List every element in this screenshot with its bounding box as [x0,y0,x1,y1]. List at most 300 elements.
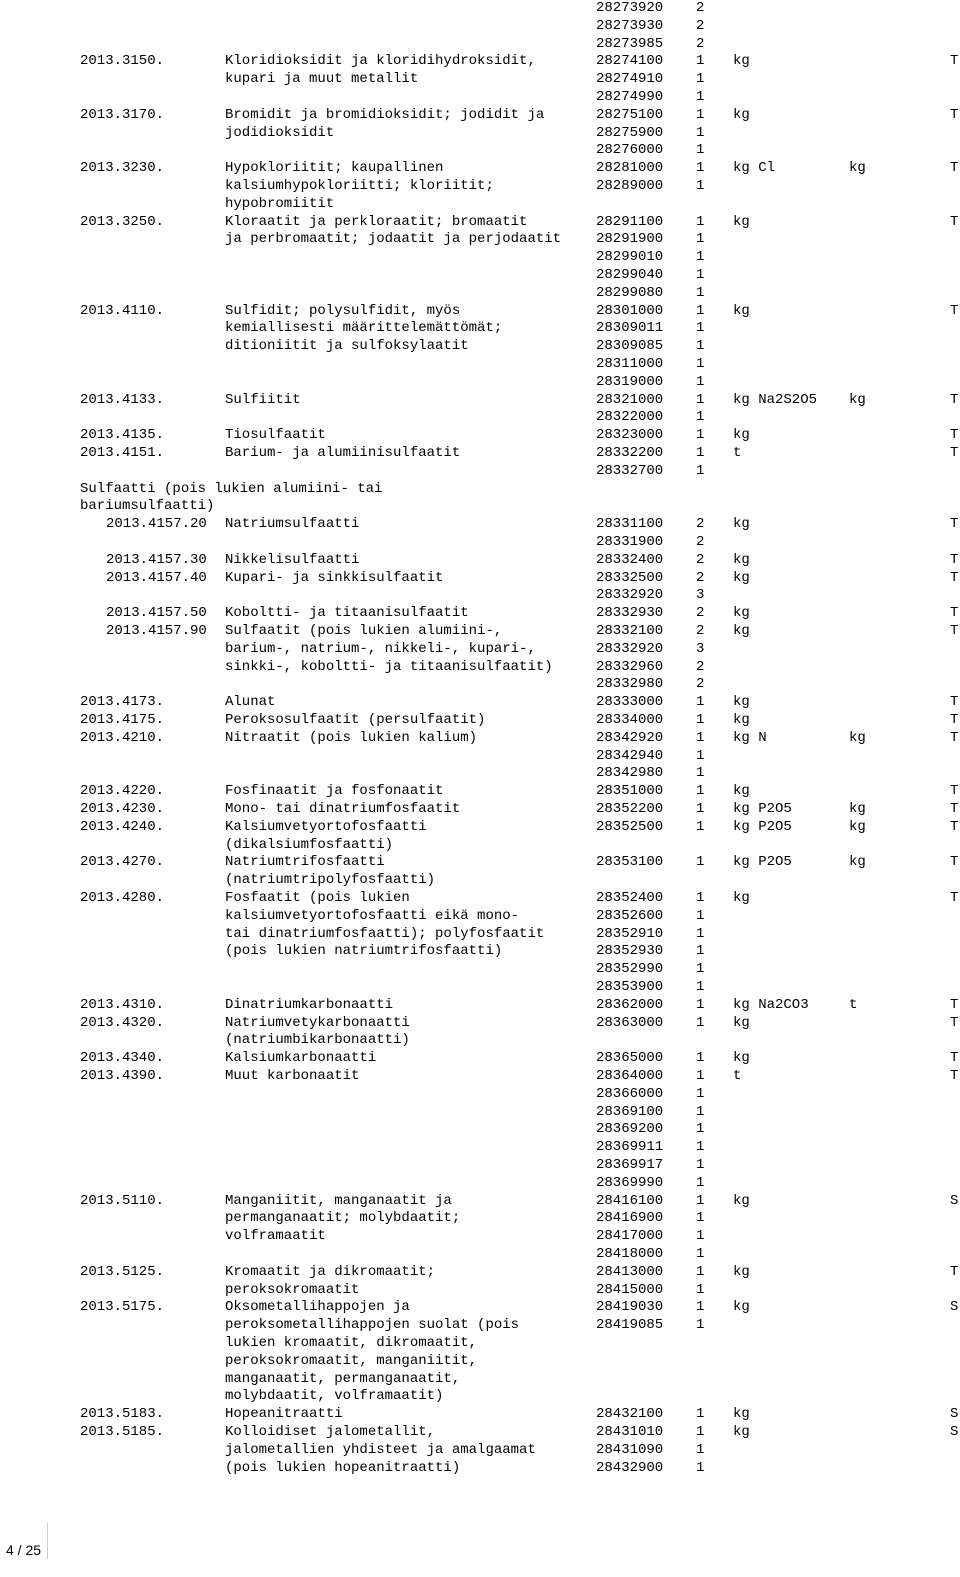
table-row [0,1086,960,1104]
unit-primary: kg [733,106,750,123]
table-row [0,125,960,143]
product-code: 2013.4151. [80,445,165,461]
unit-primary: kg [733,1263,750,1280]
unit-primary: kg [733,213,750,230]
table-row [0,1175,960,1193]
unit-primary: kg [733,551,750,568]
cn-code: 28275100 [596,106,664,123]
cn-indicator: 1 [696,320,705,337]
table-row [0,1050,960,1068]
cn-code: 28276000 [596,142,664,159]
table-row [0,1246,960,1264]
cn-code: 28332930 [596,605,664,622]
table-row [0,196,960,214]
cn-code: 28309011 [596,320,664,337]
table-row [0,0,960,18]
cn-indicator: 1 [696,1068,705,1084]
cn-code: 28323000 [596,427,664,444]
product-code: 2013.4230. [80,801,165,817]
type-flag: T [950,1014,959,1031]
table-row [0,552,960,570]
unit-primary: kg [733,427,750,444]
cn-indicator: 1 [696,1281,705,1298]
product-description: Nikkelisulfaatti [225,551,360,568]
table-row [0,1388,960,1406]
cn-code: 28331900 [596,534,664,550]
table-row [0,1121,960,1139]
product-description: Kromaatit ja dikromaatit; [225,1263,436,1280]
table-row [0,1264,960,1282]
type-flag: T [950,427,959,444]
product-code: 2013.4210. [80,729,165,746]
table-row [0,1371,960,1389]
product-description: Hopeanitraatti [225,1406,343,1423]
cn-indicator: 1 [696,1263,705,1280]
product-code: 2013.5125. [80,1263,165,1280]
product-code: 2013.4390. [80,1068,165,1084]
page-number-label: 4 / 25 [5,1542,42,1558]
unit-primary: kg Na2CO3 [733,996,809,1013]
cn-code: 28419085 [596,1317,664,1334]
product-description: Kloraatit ja perkloraatit; bromaatit [225,213,528,230]
cn-code: 28352600 [596,907,664,924]
product-description: Natriumvetykarbonaatti [225,1014,410,1031]
table-row [0,570,960,588]
cn-code: 28274100 [596,53,664,70]
table-row [0,854,960,872]
type-flag: T [950,801,959,817]
product-description: sinkki-, koboltti- ja titaanisulfaatit) [225,658,553,675]
table-row [0,160,960,178]
cn-code: 28342980 [596,765,664,782]
table-row [0,1335,960,1353]
type-flag: T [950,623,959,639]
product-code: 2013.4340. [80,1050,165,1067]
product-description: Dinatriumkarbonaatti [225,996,394,1013]
unit-primary: t [733,1068,742,1084]
type-flag: T [950,516,959,533]
product-description: jalometallien yhdisteet ja amalgaamat [225,1441,536,1458]
cn-code: 28299040 [596,267,664,283]
product-description: kupari ja muut metallit [225,71,419,88]
unit-primary: kg [733,783,750,800]
product-description: Tiosulfaatit [225,427,326,444]
product-description: Nitraatit (pois lukien kalium) [225,729,478,746]
cn-indicator: 1 [696,765,705,782]
product-description: kalsiumvetyortofosfaatti eikä mono- [225,907,520,924]
product-description: Oksometallihappojen ja [225,1299,410,1316]
table-row [0,1228,960,1246]
product-code: 2013.3250. [80,213,165,230]
cn-indicator: 1 [696,373,705,390]
cn-code: 28281000 [596,160,664,177]
cn-code: 28273930 [596,17,664,34]
cn-code: 28273920 [596,0,664,16]
cn-code: 28353100 [596,854,664,871]
cn-indicator: 2 [696,516,705,533]
product-description: (natriumbikarbonaatti) [225,1032,410,1049]
cn-indicator: 1 [696,818,705,835]
product-code: 2013.5175. [80,1299,165,1316]
type-flag: T [950,106,959,123]
cn-indicator: 1 [696,231,705,248]
cn-indicator: 1 [696,124,705,141]
cn-code: 28352400 [596,890,664,906]
cn-code: 28432100 [596,1406,664,1423]
cn-indicator: 1 [696,1103,705,1120]
cn-indicator: 1 [696,71,705,88]
unit-secondary: kg [849,818,866,835]
unit-primary: kg [733,605,750,622]
cn-code: 28352910 [596,925,664,942]
table-row [0,1139,960,1157]
type-flag: T [950,445,959,461]
type-flag: T [950,551,959,568]
table-row [0,1193,960,1211]
cn-indicator: 1 [696,1014,705,1031]
cn-indicator: 1 [696,712,705,728]
product-code: 2013.3170. [80,106,165,123]
cn-indicator: 1 [696,747,705,764]
table-row [0,783,960,801]
product-description: molybdaatit, volframaatit) [225,1388,444,1405]
table-row [0,1032,960,1050]
cn-code: 28352930 [596,943,664,960]
cn-code: 28333000 [596,694,664,711]
cn-code: 28365000 [596,1050,664,1067]
product-description: Sulfidit; polysulfidit, myös [225,302,461,319]
cn-code: 28342940 [596,747,664,764]
table-row [0,356,960,374]
type-flag: T [950,160,959,177]
cn-code: 28419030 [596,1299,664,1316]
table-row [0,142,960,160]
type-flag: T [950,729,959,746]
cn-code: 28369990 [596,1174,664,1191]
cn-code: 28289000 [596,178,664,194]
table-row [0,303,960,321]
table-row [0,71,960,89]
table-row [0,623,960,641]
product-description: peroksokromaatit, manganiitit, [225,1352,478,1369]
table-row [0,997,960,1015]
product-description: ja perbromaatit; jodaatit ja perjodaatit [225,231,562,248]
product-description: manganaatit, permanganaatit, [225,1370,461,1387]
section-heading-text: Sulfaatti (pois lukien alumiini- tai [80,480,383,497]
cn-code: 28432900 [596,1459,664,1476]
product-code: 2013.4220. [80,783,165,800]
product-code: 2013.4320. [80,1014,165,1031]
table-row [0,178,960,196]
product-code: 2013.4270. [80,854,165,871]
type-flag: T [950,1068,959,1084]
cn-code: 28311000 [596,356,664,372]
unit-primary: kg [733,1050,750,1067]
product-description: Natriumsulfaatti [225,516,360,533]
cn-indicator: 1 [696,267,705,283]
unit-primary: kg Cl [733,160,776,177]
cn-indicator: 1 [696,1157,705,1173]
table-row [0,231,960,249]
cn-indicator: 1 [696,1459,705,1476]
table-row [0,1015,960,1033]
table-row [0,1442,960,1460]
table-row [0,267,960,285]
product-description: Hypokloriitit; kaupallinen [225,160,444,177]
type-flag: S [950,1406,959,1423]
cn-code: 28352500 [596,818,664,835]
table-row [0,516,960,534]
table-row [0,748,960,766]
unit-primary: kg [733,694,750,711]
product-description: kalsiumhypokloriitti; kloriitit; [225,178,494,194]
cn-indicator: 1 [696,996,705,1013]
cn-code: 28416900 [596,1210,664,1227]
unit-secondary: kg [849,160,866,177]
cn-indicator: 2 [696,658,705,675]
type-flag: T [950,996,959,1013]
table-row [0,961,960,979]
product-description: volframaatit [225,1228,326,1245]
unit-primary: kg P2O5 [733,818,792,835]
product-description: (pois lukien natriumtrifosfaatti) [225,943,503,960]
cn-code: 28332200 [596,445,664,461]
table-row [0,374,960,392]
cn-indicator: 1 [696,1192,705,1209]
product-code: 2013.4110. [80,302,165,319]
table-row [0,89,960,107]
table-row [0,285,960,303]
cn-indicator: 1 [696,1317,705,1334]
type-flag: T [950,1263,959,1280]
cn-code: 28332920 [596,640,664,657]
cn-code: 28416100 [596,1192,664,1209]
product-description: Fosfaatit (pois lukien [225,890,410,906]
cn-indicator: 1 [696,302,705,319]
table-row [0,979,960,997]
cn-code: 28334000 [596,712,664,728]
table-row [0,694,960,712]
product-code: 2013.4133. [80,391,165,408]
cn-indicator: 1 [696,106,705,123]
product-description: Koboltti- ja titaanisulfaatit [225,605,469,622]
table-row [0,409,960,427]
cn-code: 28352990 [596,961,664,978]
section-heading-text: bariumsulfaatti) [80,498,215,515]
table-row [0,18,960,36]
cn-indicator: 1 [696,409,705,426]
cn-code: 28369911 [596,1139,664,1156]
type-flag: T [950,712,959,728]
cn-indicator: 1 [696,213,705,230]
type-flag: T [950,391,959,408]
type-flag: T [950,818,959,835]
product-code: 2013.5185. [80,1424,165,1440]
cn-code: 28431010 [596,1424,664,1440]
table-row [0,659,960,677]
cn-code: 28362000 [596,996,664,1013]
product-code: 2013.3150. [80,53,165,70]
table-row [0,890,960,908]
product-description: peroksokromaatit [225,1281,360,1298]
cn-indicator: 3 [696,640,705,657]
product-code: 2013.4157.90 [106,623,207,639]
cn-code: 28331100 [596,516,664,533]
product-description: Muut karbonaatit [225,1068,360,1084]
type-flag: T [950,783,959,800]
product-description: Mono- tai dinatriumfosfaatit [225,801,461,817]
table-row [0,943,960,961]
cn-code: 28319000 [596,373,664,390]
product-code: 2013.5183. [80,1406,165,1423]
cn-indicator: 1 [696,1441,705,1458]
cn-code: 28274990 [596,89,664,105]
product-code: 2013.4175. [80,712,165,728]
cn-indicator: 3 [696,587,705,604]
product-code: 2013.4157.30 [106,551,207,568]
cn-indicator: 1 [696,249,705,266]
cn-code: 28332960 [596,658,664,675]
cn-code: 28299080 [596,284,664,301]
unit-primary: kg [733,1406,750,1423]
unit-primary: kg P2O5 [733,854,792,871]
table-row [0,1424,960,1442]
unit-secondary: kg [849,729,866,746]
table-row [0,1317,960,1335]
table-row [0,249,960,267]
product-description: Bromidit ja bromidioksidit; jodidit ja [225,106,545,123]
cn-indicator: 1 [696,943,705,960]
unit-primary: kg Na2S2O5 [733,391,818,408]
cn-code: 28418000 [596,1246,664,1262]
cn-indicator: 1 [696,356,705,372]
cn-code: 28332400 [596,551,664,568]
unit-secondary: kg [849,854,866,871]
cn-indicator: 2 [696,605,705,622]
type-flag: T [950,890,959,906]
product-description: Kolloidiset jalometallit, [225,1424,436,1440]
product-description: jodidioksidit [225,124,335,141]
product-description: barium-, natrium-, nikkeli-, kupari-, [225,640,536,657]
product-description: Kupari- ja sinkkisulfaatit [225,569,444,586]
cn-code: 28417000 [596,1228,664,1245]
type-flag: S [950,1299,959,1316]
product-description: Kloridioksidit ja kloridihydroksidit, [225,53,536,70]
type-flag: S [950,1424,959,1440]
unit-secondary: t [849,996,858,1013]
table-row [0,1460,960,1478]
cn-code: 28363000 [596,1014,664,1031]
cn-indicator: 1 [696,1246,705,1262]
type-flag: T [950,1050,959,1067]
product-code: 2013.4280. [80,890,165,906]
product-description: Sulfaatit (pois lukien alumiini-, [225,623,503,639]
type-flag: T [950,569,959,586]
product-code: 2013.4157.20 [106,516,207,533]
cn-code: 28369100 [596,1103,664,1120]
table-row [0,641,960,659]
product-description: Natriumtrifosfaatti [225,854,385,871]
type-flag: T [950,694,959,711]
product-code: 2013.4135. [80,427,165,444]
cn-indicator: 1 [696,925,705,942]
cn-indicator: 1 [696,890,705,906]
product-description: hypobromiitit [225,195,335,212]
cn-code: 28342920 [596,729,664,746]
table-row [0,1104,960,1122]
product-description: (natriumtripolyfosfaatti) [225,872,436,889]
product-description: lukien kromaatit, dikromaatit, [225,1335,478,1351]
table-row [0,445,960,463]
cn-code: 28415000 [596,1281,664,1298]
cn-indicator: 1 [696,729,705,746]
product-description: Barium- ja alumiinisulfaatit [225,445,461,461]
cn-code: 28301000 [596,302,664,319]
table-row [0,1210,960,1228]
cn-indicator: 1 [696,1050,705,1067]
cn-code: 28431090 [596,1441,664,1458]
cn-code: 28353900 [596,979,664,995]
table-row [0,908,960,926]
cn-indicator: 1 [696,1139,705,1156]
cn-code: 28369200 [596,1121,664,1138]
cn-indicator: 2 [696,0,705,16]
cn-code: 28291900 [596,231,664,248]
table-row [0,587,960,605]
cn-indicator: 1 [696,178,705,194]
table-row [0,837,960,855]
cn-code: 28291100 [596,213,664,230]
table-row [0,320,960,338]
cn-code: 28273985 [596,35,664,52]
cn-code: 28322000 [596,409,664,426]
unit-primary: kg [733,712,750,728]
cn-indicator: 1 [696,427,705,444]
unit-primary: kg P2O5 [733,801,792,817]
product-description: Kalsiumkarbonaatti [225,1050,377,1067]
cn-indicator: 2 [696,17,705,34]
table-row [0,926,960,944]
unit-primary: kg [733,516,750,533]
table-row [0,392,960,410]
cn-indicator: 1 [696,445,705,461]
table-row [0,1299,960,1317]
unit-primary: kg [733,623,750,639]
table-row [0,801,960,819]
table-row [0,872,960,890]
unit-primary: kg [733,1192,750,1209]
cn-code: 28332700 [596,462,664,479]
cn-indicator: 1 [696,160,705,177]
cn-indicator: 1 [696,142,705,159]
cn-indicator: 2 [696,569,705,586]
product-description: Kalsiumvetyortofosfaatti [225,818,427,835]
unit-primary: kg [733,302,750,319]
cn-code: 28321000 [596,391,664,408]
product-description: Fosfinaatit ja fosfonaatit [225,783,444,800]
cn-indicator: 1 [696,979,705,995]
type-flag: T [950,213,959,230]
cn-code: 28332980 [596,676,664,693]
table-row [0,36,960,54]
section-heading-line [0,498,960,516]
type-flag: T [950,53,959,70]
cn-code: 28332100 [596,623,664,639]
table-row [0,1282,960,1300]
table-row [0,214,960,232]
cn-code: 28369917 [596,1157,664,1173]
type-flag: T [950,605,959,622]
